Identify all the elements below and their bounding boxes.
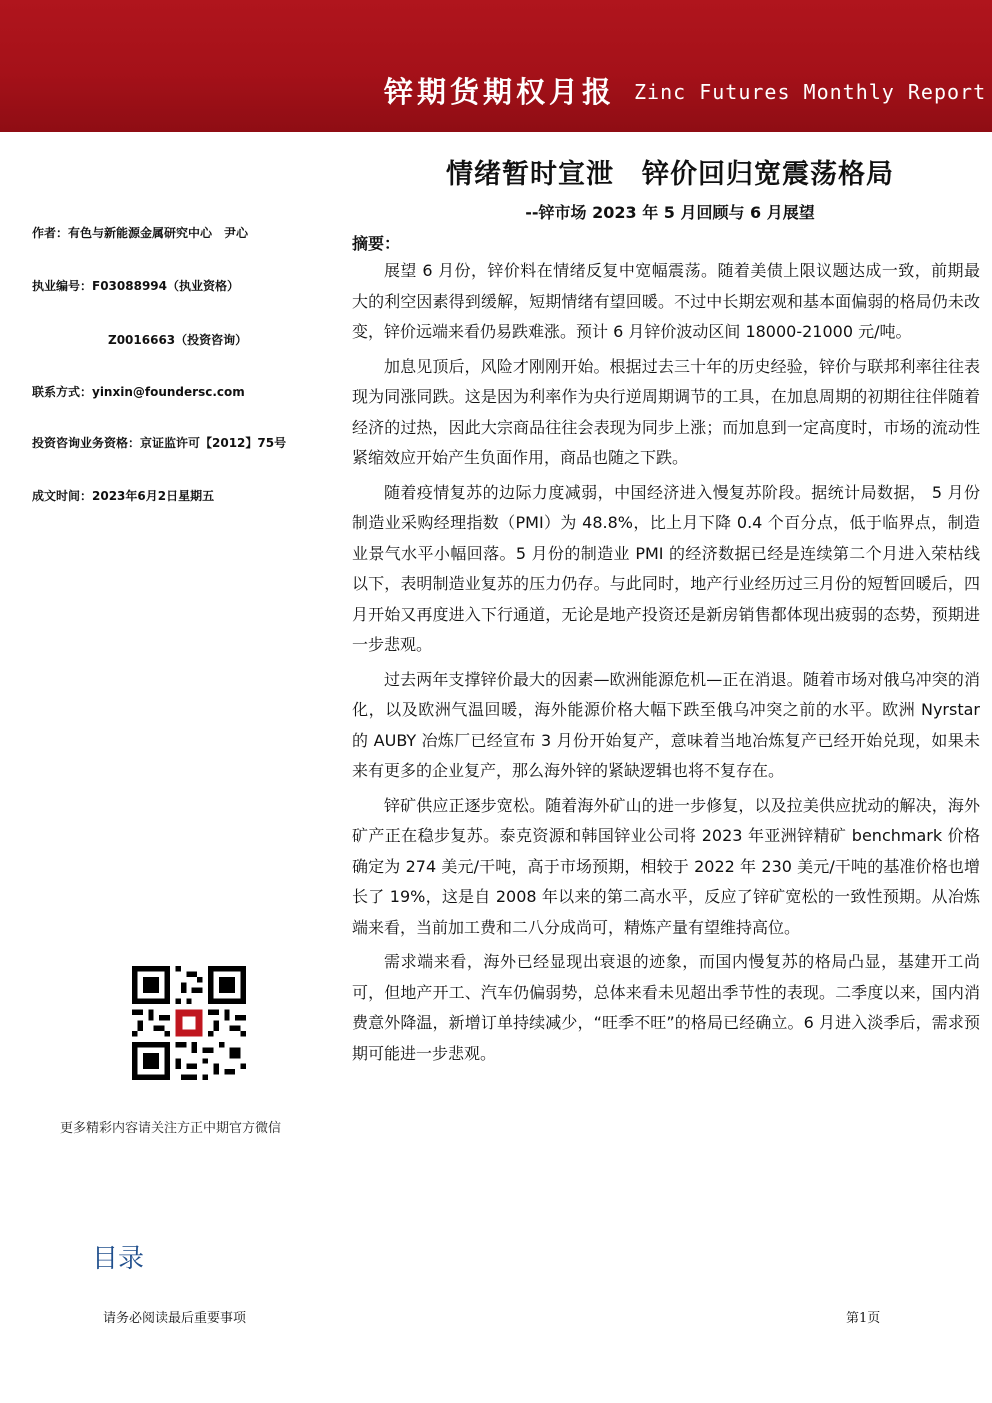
publish-date: 成文时间：2023年6月2日星期五 — [32, 489, 215, 503]
abstract-paragraph: 过去两年支撑锌价最大的因素—欧洲能源危机—正在消退。随着市场对俄乌冲突的消化，以及欧洲气温回暖，海外能源价格大幅下跌至俄乌冲突之前的水平。欧洲 Nyrstar 的 AUBY 冶炼厂已经宣布 3 月份开始复产，意味着当地冶炼复产已经开始兑现，如果未来有更多的企业复产，那么海外锌的紧缺逻辑也将不复存在。 — [352, 669, 980, 780]
abstract-paragraph: 展望 6 月份，锌价料在情绪反复中宽幅震荡。随着美债上限议题达成一致，前期最大的利空因素得到缓解，短期情绪有望回暖。不过中长期宏观和基本面偏弱的格局仍未改变，锌价远端来看仍易跌难涨。预计 6 月锌价波动区间 18000-21000 元/吨。 — [352, 261, 980, 341]
abstract-paragraph: 加息见顶后，风险才刚刚开始。根据过去三十年的历史经验，锌价与联邦利率往往表现为同涨同跌。这是因为利率作为央行逆周期调节的工具，在加息周期的初期往往伴随着经济的过热，因此大宗商品往往会表现为同步上涨；而加息到一定高度时，市场的流动性紧缩效应开始产生负面作用，商品也随之下跌。 — [352, 356, 980, 467]
abstract-paragraph: 随着疫情复苏的边际力度减弱，中国经济进入慢复苏阶段。据统计局数据， 5 月份制造业采购经理指数（PMI）为 48.8%，比上月下降 0.4 个百分点，低于临界点，制造业景气水平小幅回落。5 月份的制造业 PMI 的经济数据已经是连续第二个月进入荣枯线以下，表明制造业复苏的压力仍存。与此同时，地产行业经历过三月份的短暂回暖后，四月开始又再度进入下行通道，无论是地产投资还是新房销售都体现出疲弱的态势，预期进一步悲观。 — [352, 482, 980, 654]
abstract-heading: 摘要： — [352, 234, 401, 253]
consult-number: Z0016663（投资咨询） — [108, 333, 248, 347]
abstract-paragraph: 需求端来看，海外已经显现出衰退的迹象，而国内慢复苏的格局凸显，基建开工尚可，但地产开工、汽车仍偏弱势，总体来看未见超出季节性的表现。二季度以来，国内消费意外降温，新增订单持续减少，“旺季不旺”的格局已经确立。6 月进入淡季后，需求预期可能进一步悲观。 — [352, 952, 980, 1063]
report-series-title: 锌期货期权月报 — [384, 75, 616, 109]
contact-email[interactable]: 联系方式：yinxin@foundersc.com — [32, 385, 245, 399]
abstract-body — [352, 256, 980, 1073]
abstract-paragraph: 锌矿供应正逐步宽松。随着海外矿山的进一步修复，以及拉美供应扰动的解决，海外矿产正在稳步复苏。泰克资源和韩国锌业公司将 2023 年亚洲锌精矿 benchmark 价格确定为 274 美元/干吨，高于市场预期，相较于 2022 年 230 美元/干吨的基准价格也增长了 19%，这是自 2008 年以来的第二高水平，反应了锌矿宽松的一致性预期。从冶炼端来看，当前加工费和二八分成尚可，精炼产量有望维持高位。 — [352, 795, 980, 937]
page-number: 第1页 — [846, 1311, 881, 1326]
header-banner — [0, 0, 992, 132]
author-line: 作者：有色与新能源金属研究中心 尹心 — [32, 226, 249, 240]
report-series-title-en: Zinc Futures Monthly Report — [634, 80, 987, 104]
report-title: 情绪暂时宣泄 锌价回归宽震荡格局 — [446, 159, 894, 190]
toc-link[interactable]: 目录 — [92, 1244, 145, 1274]
footer-notice: 请务必阅读最后重要事项 — [103, 1311, 247, 1326]
qualification-line: 投资咨询业务资格：京证监许可【2012】75号 — [32, 436, 287, 450]
wechat-qr-code — [132, 966, 246, 1080]
report-subtitle: --锌市场 2023 年 5 月回顾与 6 月展望 — [525, 203, 815, 222]
qr-caption: 更多精彩内容请关注方正中期官方微信 — [60, 1121, 282, 1136]
license-number: 执业编号：F03088994（执业资格） — [32, 279, 239, 293]
